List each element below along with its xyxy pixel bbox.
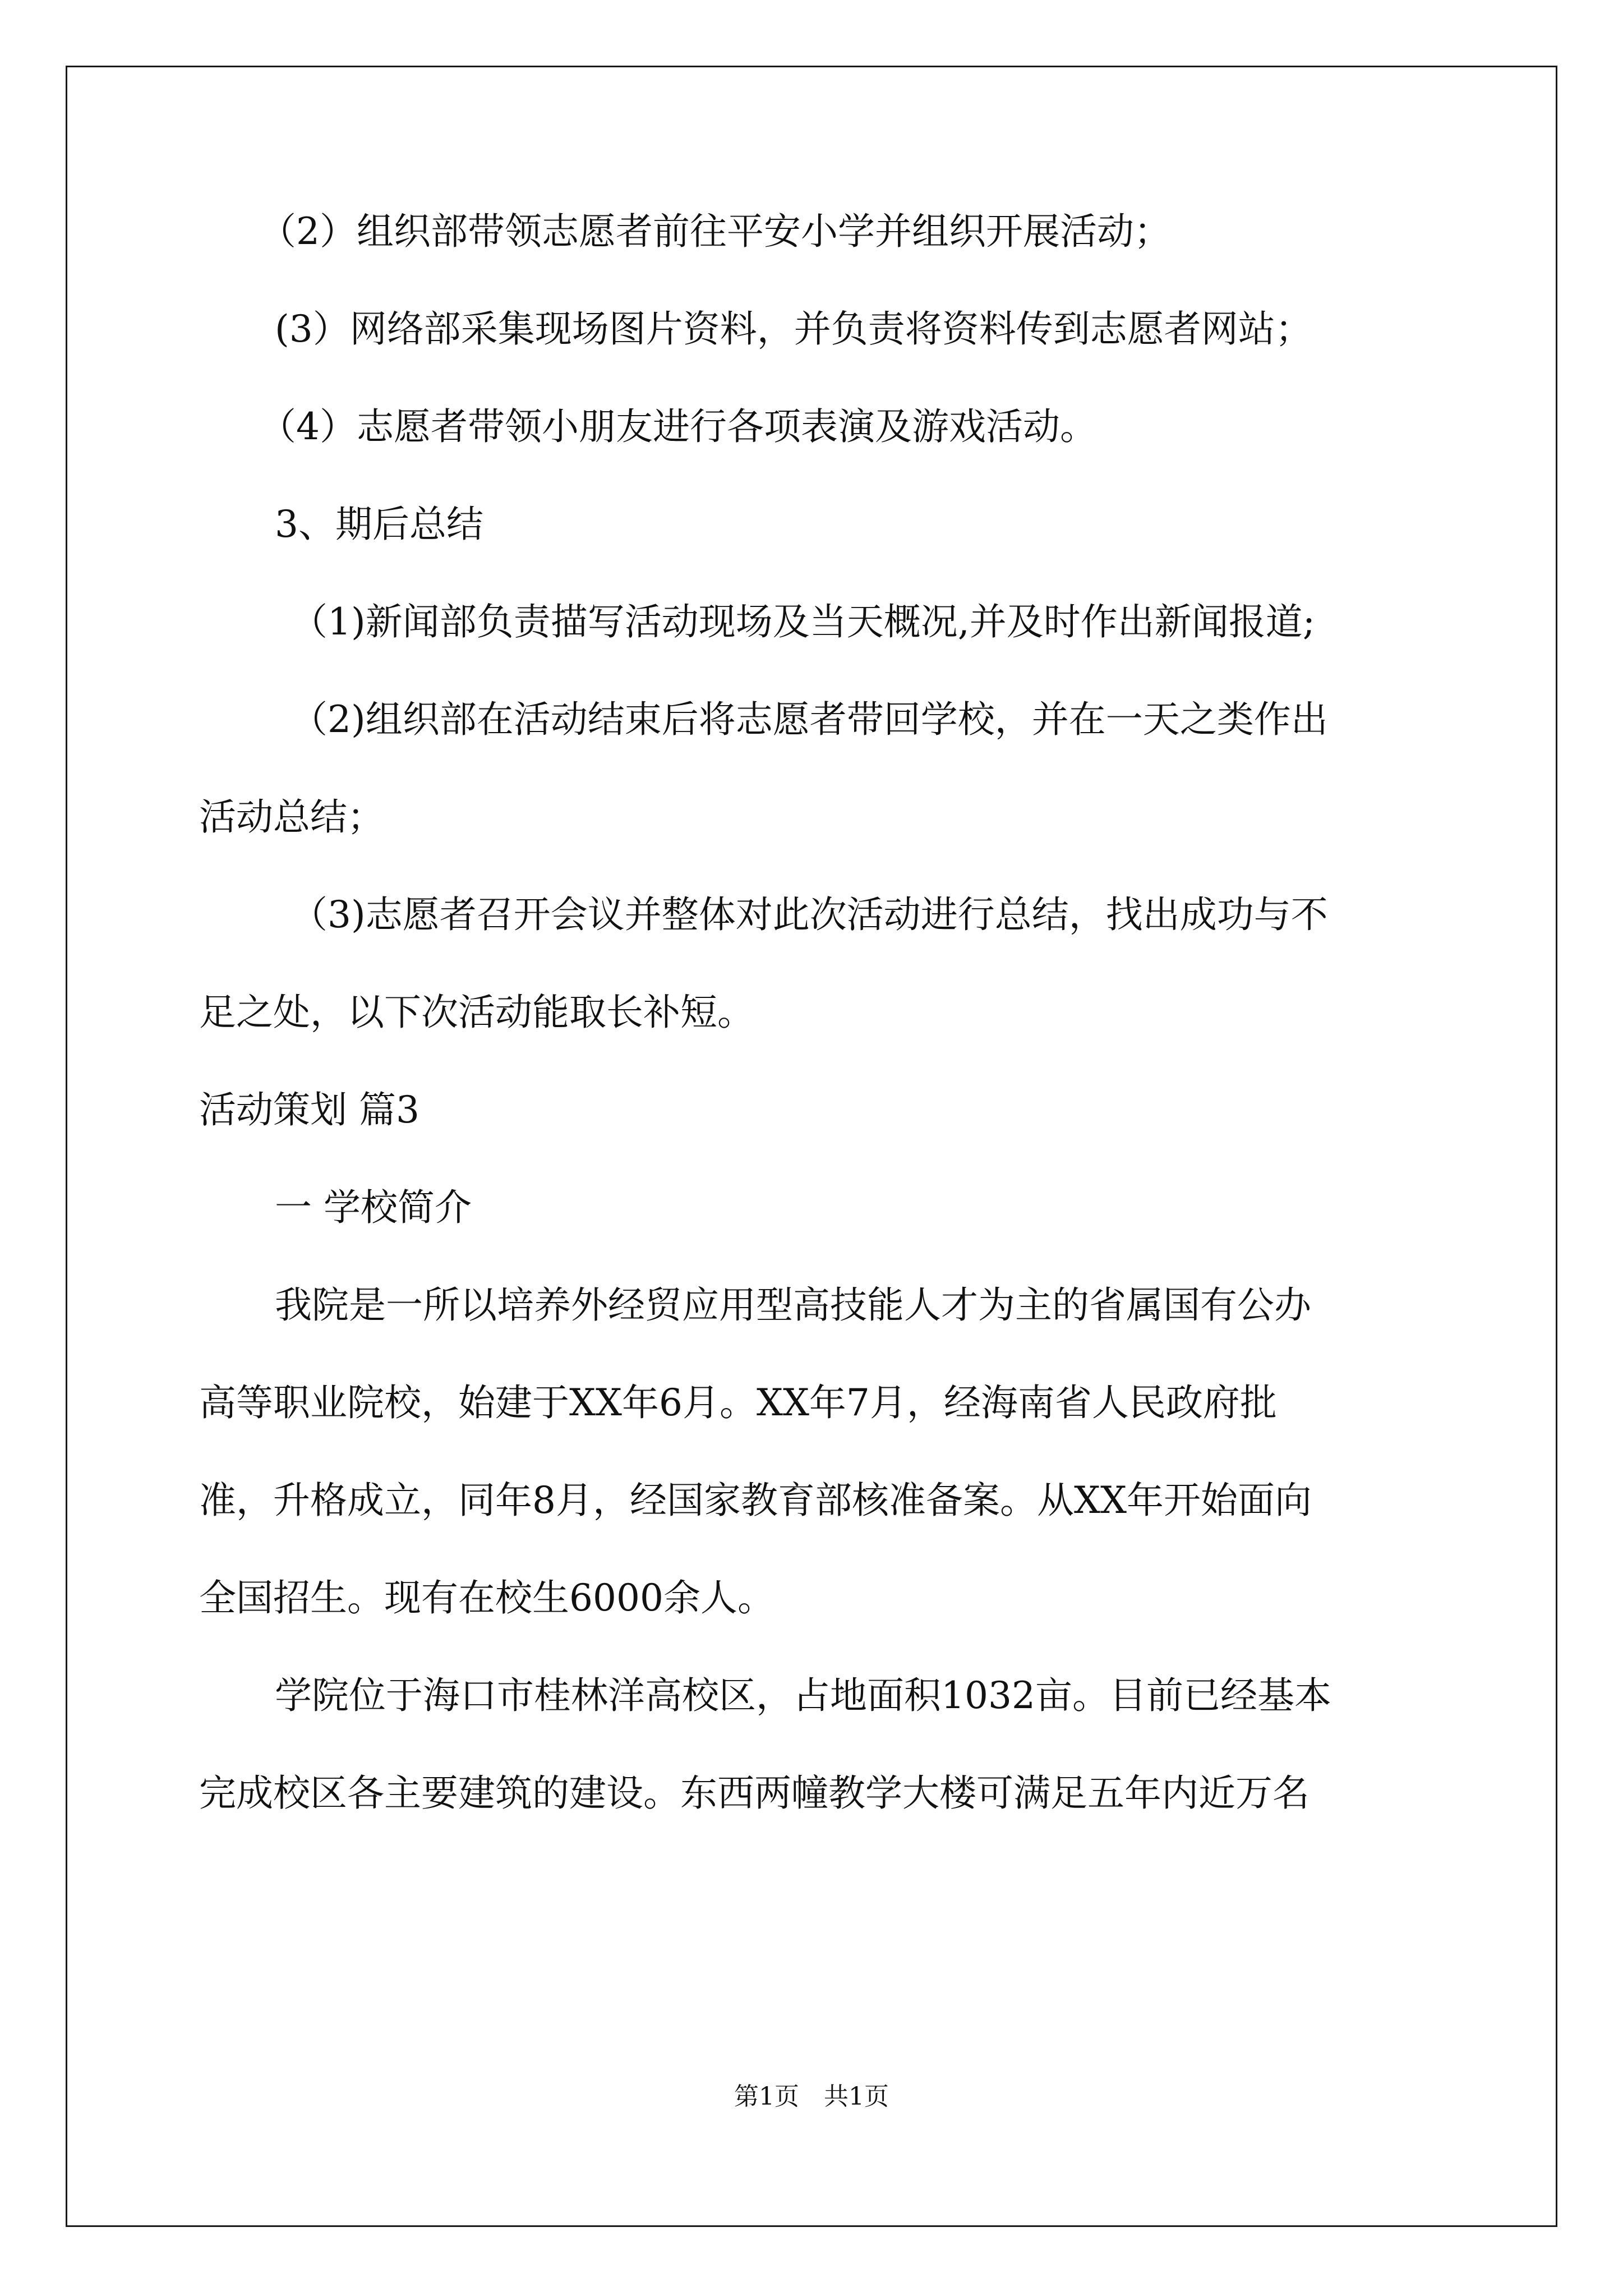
summary-item-2-continuation: 活动总结； xyxy=(199,795,384,839)
list-item-4-volunteers: （4）志愿者带领小朋友进行各项表演及游戏活动。 xyxy=(259,405,1097,448)
paragraph-1-line-4: 全国招生。现有在校生6000余人。 xyxy=(199,1576,774,1619)
summary-item-1-news: （1)新闻部负责描写活动现场及当天概况,并及时作出新闻报道; xyxy=(291,600,1315,643)
summary-item-3-continuation: 足之处，以下次活动能取长补短。 xyxy=(199,991,754,1034)
section-heading-summary: 3、期后总结 xyxy=(275,503,483,546)
summary-item-2-organization: （2)组织部在活动结束后将志愿者带回学校，并在一天之类作出 xyxy=(291,698,1328,741)
section-heading-school-intro: 一 学校简介 xyxy=(275,1186,472,1229)
paragraph-1-line-2: 高等职业院校，始建于XX年6月。XX年7月，经海南省人民政府批 xyxy=(199,1381,1277,1424)
list-item-3-network: (3）网络部采集现场图片资料，并负责将资料传到志愿者网站； xyxy=(275,307,1312,351)
paragraph-2-line-1: 学院位于海口市桂林洋高校区，占地面积1032亩。目前已经基本 xyxy=(275,1674,1331,1717)
paragraph-2-line-2: 完成校区各主要建筑的建设。东西两幢教学大楼可满足五年内近万名 xyxy=(199,1772,1310,1815)
page-border xyxy=(66,66,1557,2227)
article-title: 活动策划 篇3 xyxy=(199,1088,419,1131)
paragraph-1-line-1: 我院是一所以培养外经贸应用型高技能人才为主的省属国有公办 xyxy=(275,1283,1311,1327)
summary-item-3-meeting: （3)志愿者召开会议并整体对此次活动进行总结，找出成功与不 xyxy=(291,893,1328,936)
page-footer: 第1页 共1页 xyxy=(734,2082,889,2111)
paragraph-1-line-3: 准，升格成立，同年8月，经国家教育部核准备案。从XX年开始面向 xyxy=(199,1479,1312,1522)
list-item-2-organization: （2）组织部带领志愿者前往平安小学并组织开展活动； xyxy=(259,210,1171,253)
